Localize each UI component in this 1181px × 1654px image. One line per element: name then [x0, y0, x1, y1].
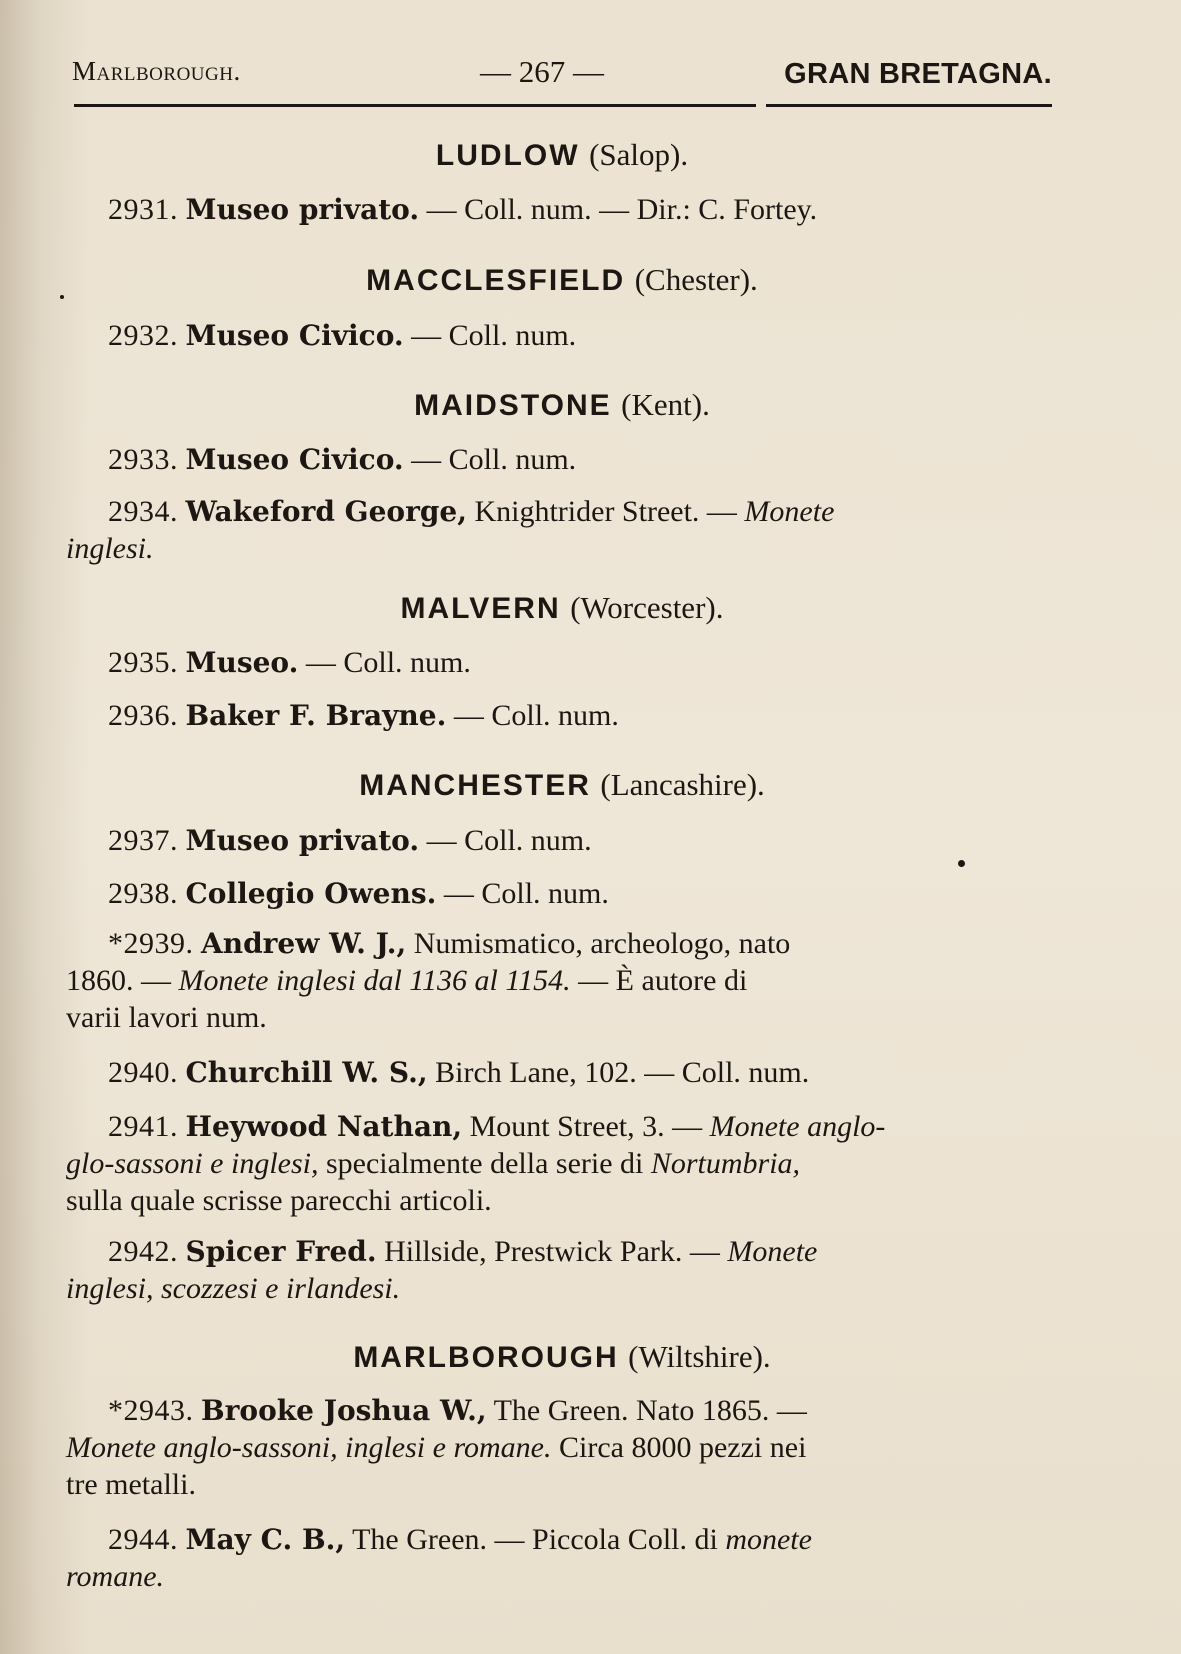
entry-name: Andrew W. J., [201, 927, 407, 960]
entry-2939 [66, 925, 1054, 1036]
entry-number: 2944. [108, 1523, 178, 1556]
entry-italic-text: monete [725, 1523, 812, 1556]
entry-italic-text: Nortumbria, [650, 1147, 801, 1180]
county-name: (Kent). [621, 387, 710, 422]
entry-text: Numismatico, archeologo, nato [413, 927, 791, 960]
entry-number: 2942. [108, 1235, 178, 1268]
entry-text: specialmente della serie di [326, 1147, 644, 1180]
entry-text: — Coll. num. — Dir.: C. Fortey. [426, 193, 818, 226]
ink-speck [60, 295, 64, 299]
entry-number: 2934. [108, 495, 178, 528]
entry-name: Wakeford George, [185, 495, 467, 528]
county-name: (Chester). [634, 262, 758, 297]
section-heading-manchester [72, 767, 1052, 803]
entry-italic-text: Monete anglo-sassoni, inglesi e romane. [66, 1431, 552, 1464]
entry-number: 2941. [108, 1110, 178, 1143]
entry-name: Museo privato. [185, 824, 420, 857]
entry-text: Hillside, Prestwick Park. — [384, 1235, 720, 1268]
county-name: (Worcester). [570, 590, 724, 625]
entry-italic-text: inglesi, scozzesi e irlandesi. [66, 1272, 401, 1305]
entry-text: — Coll. num. [426, 824, 592, 857]
entry-name: May C. B., [185, 1523, 346, 1556]
entry-number: 2940. [108, 1056, 178, 1089]
ink-speck [958, 860, 965, 867]
entry-italic-text: Monete inglesi dal 1136 al 1154. [178, 964, 571, 997]
entry-number: 2932. [108, 319, 178, 352]
entry-2932 [66, 317, 1054, 354]
entry-text: — Coll. num. [411, 443, 577, 476]
entry-text: sulla quale scrisse parecchi articoli. [66, 1184, 492, 1217]
entry-number: 2933. [108, 443, 178, 476]
entry-name: Spicer Fred. [185, 1235, 377, 1268]
entry-text: Birch Lane, 102. — Coll. num. [435, 1056, 810, 1089]
entry-2934 [66, 493, 1054, 567]
entry-number: 2938. [108, 877, 178, 910]
entry-text: The Green. — Piccola Coll. di [352, 1523, 718, 1556]
entry-italic-text: Monete [744, 495, 835, 528]
entry-2937 [66, 822, 1054, 859]
entry-italic-text: inglesi. [66, 532, 154, 565]
page-number: — 267 — [480, 54, 604, 89]
entry-2936 [66, 697, 1054, 734]
city-name: MARLBOROUGH [353, 1341, 619, 1374]
entry-number: *2939. [108, 927, 194, 960]
entry-text: — Coll. num. [443, 877, 609, 910]
entry-text: The Green. Nato 1865. — [493, 1394, 807, 1427]
entry-name: Museo Civico. [185, 443, 404, 476]
entry-name: Museo Civico. [185, 319, 404, 352]
entry-2933 [66, 441, 1054, 478]
section-heading-marlborough [72, 1339, 1052, 1375]
entry-text: Mount Street, 3. — [469, 1110, 703, 1143]
entry-italic-text: romane. [66, 1560, 165, 1593]
running-head-left: Marlborough. [72, 56, 241, 86]
city-name: MANCHESTER [359, 769, 591, 802]
entry-2938 [66, 875, 1054, 912]
county-name: (Lancashire). [600, 767, 765, 802]
entry-2943 [66, 1392, 1054, 1503]
header-rule-left [74, 104, 756, 107]
entry-name: Brooke Joshua W., [201, 1394, 487, 1427]
entry-number: 2936. [108, 699, 178, 732]
entry-number: 2935. [108, 646, 178, 679]
entry-text: — È autore di [578, 964, 748, 997]
city-name: MACCLESFIELD [366, 264, 626, 297]
entry-2931 [66, 191, 1054, 228]
entry-number: 2931. [108, 193, 178, 226]
entry-name: Baker F. Brayne. [185, 699, 447, 732]
entry-name: Museo privato. [185, 193, 420, 226]
entry-name: Heywood Nathan, [185, 1110, 463, 1143]
entry-2944 [66, 1521, 1054, 1595]
entry-italic-text: glo-sassoni e inglesi, [66, 1147, 319, 1180]
entry-number: 2937. [108, 824, 178, 857]
entry-text: Knightrider Street. — [474, 495, 737, 528]
entry-name: Churchill W. S., [185, 1056, 428, 1089]
running-head-right: GRAN BRETAGNA. [784, 58, 1052, 90]
entry-text: — Coll. num. [453, 699, 619, 732]
header-rule-right [766, 104, 1052, 107]
city-name: MALVERN [400, 592, 561, 625]
entry-text: tre metalli. [66, 1468, 196, 1501]
entry-italic-text: Monete [727, 1235, 818, 1268]
entry-italic-text: Monete anglo- [709, 1110, 886, 1143]
entry-text: — Coll. num. [411, 319, 577, 352]
entry-name: Collegio Owens. [185, 877, 437, 910]
entry-text: 1860. — [66, 964, 171, 997]
entry-name: Museo. [185, 646, 299, 679]
city-name: MAIDSTONE [414, 389, 612, 422]
entry-2935 [66, 644, 1054, 681]
running-head [72, 52, 1052, 100]
entry-2942 [66, 1233, 1054, 1307]
county-name: (Salop). [589, 137, 689, 172]
entry-2940 [66, 1054, 1054, 1091]
section-heading-malvern [72, 590, 1052, 626]
entry-text: varii lavori num. [66, 1001, 267, 1034]
entry-2941 [66, 1108, 1054, 1219]
entry-number: *2943. [108, 1394, 194, 1427]
section-heading-macclesfield [72, 262, 1052, 298]
entry-text: Circa 8000 pezzi nei [559, 1431, 807, 1464]
section-heading-maidstone [72, 387, 1052, 423]
city-name: LUDLOW [435, 139, 580, 172]
entry-text: — Coll. num. [305, 646, 471, 679]
county-name: (Wiltshire). [628, 1339, 771, 1374]
section-heading-ludlow [72, 137, 1052, 173]
